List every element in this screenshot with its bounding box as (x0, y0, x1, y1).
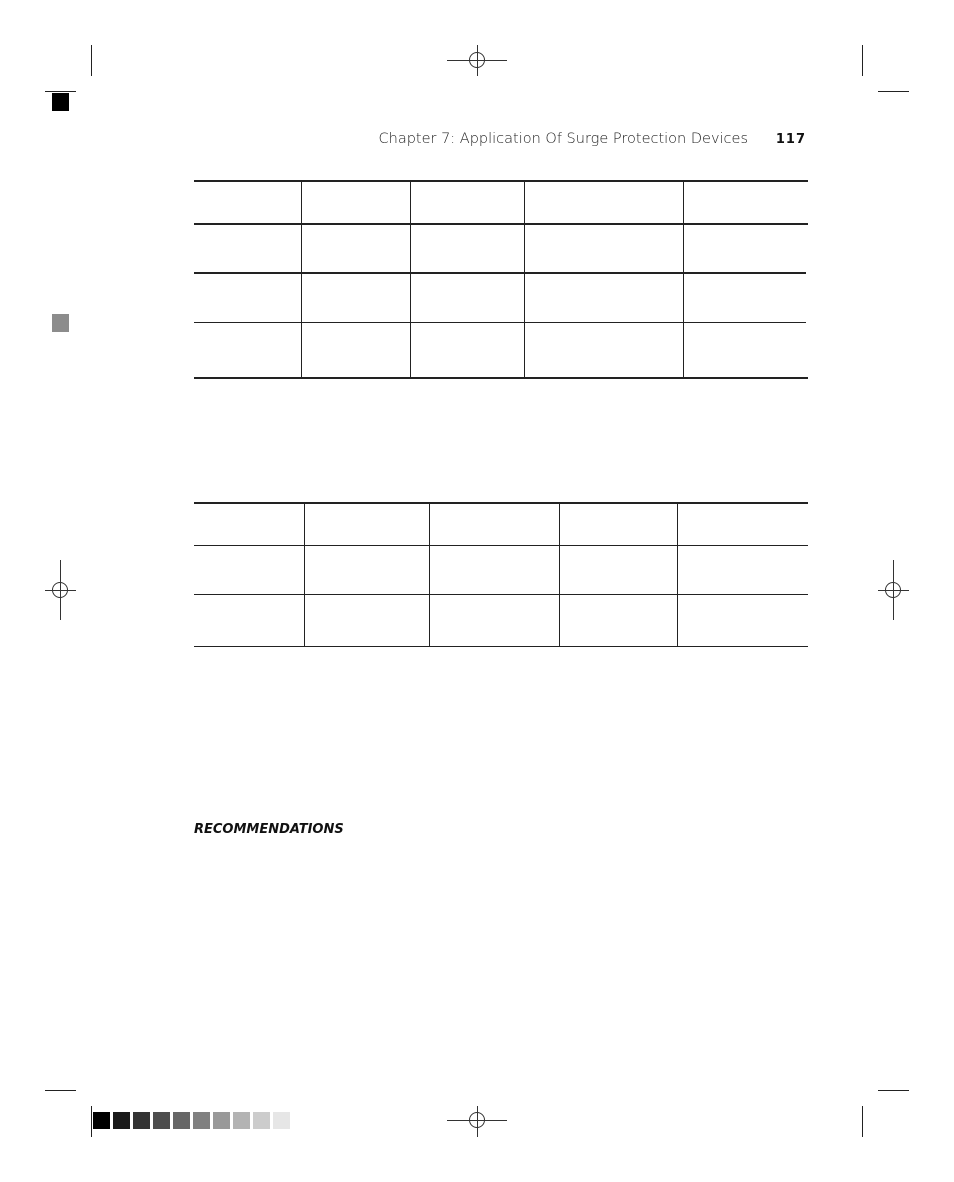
gray-swatch (153, 1112, 170, 1129)
registration-mark-bottom (447, 1106, 507, 1137)
gray-swatch (133, 1112, 150, 1129)
table-2-column-divider (429, 502, 430, 647)
table-1-bottom-rule (194, 377, 808, 379)
crop-mark-top-right-horizontal (878, 91, 909, 92)
page-number: 117 (775, 132, 806, 147)
registration-mark-right (878, 560, 909, 620)
gray-swatch (233, 1112, 250, 1129)
table-2-header-rule (194, 545, 808, 546)
tab-marker-gray (52, 314, 69, 332)
table-1-header-rule (194, 223, 808, 225)
gray-swatch (213, 1112, 230, 1129)
table-1-row-rule (194, 272, 806, 274)
table-1-column-divider (524, 180, 525, 378)
table-1-top-rule (194, 180, 808, 182)
gray-swatch (193, 1112, 210, 1129)
running-head: Chapter 7: Application Of Surge Protection Devices (378, 131, 748, 147)
table-2-bottom-rule (194, 646, 808, 647)
section-heading: RECOMMENDATIONS (194, 822, 344, 837)
crop-mark-top-left-vertical (91, 45, 92, 76)
crop-mark-bottom-right-vertical (862, 1106, 863, 1137)
table-1-column-divider (683, 180, 684, 378)
crop-mark-bottom-right-horizontal (878, 1090, 909, 1091)
gray-swatch (273, 1112, 290, 1129)
crop-mark-top-right-vertical (862, 45, 863, 76)
table-2-column-divider (559, 502, 560, 647)
gray-swatch (113, 1112, 130, 1129)
table-1-column-divider (410, 180, 411, 378)
crop-mark-bottom-left-vertical (91, 1106, 92, 1137)
gray-swatch (93, 1112, 110, 1129)
tab-marker-black (52, 93, 69, 111)
table-2-column-divider (304, 502, 305, 647)
table-2-top-rule (194, 502, 808, 504)
table-2-row-rule (194, 594, 808, 595)
registration-mark-top (447, 45, 507, 76)
crop-mark-top-left-horizontal (45, 91, 76, 92)
registration-mark-left (45, 560, 76, 620)
table-1-row-rule (194, 322, 806, 323)
crop-mark-bottom-left-horizontal (45, 1090, 76, 1091)
table-2-column-divider (677, 502, 678, 647)
table-1-column-divider (301, 180, 302, 378)
gray-swatch (173, 1112, 190, 1129)
gray-swatch (253, 1112, 270, 1129)
